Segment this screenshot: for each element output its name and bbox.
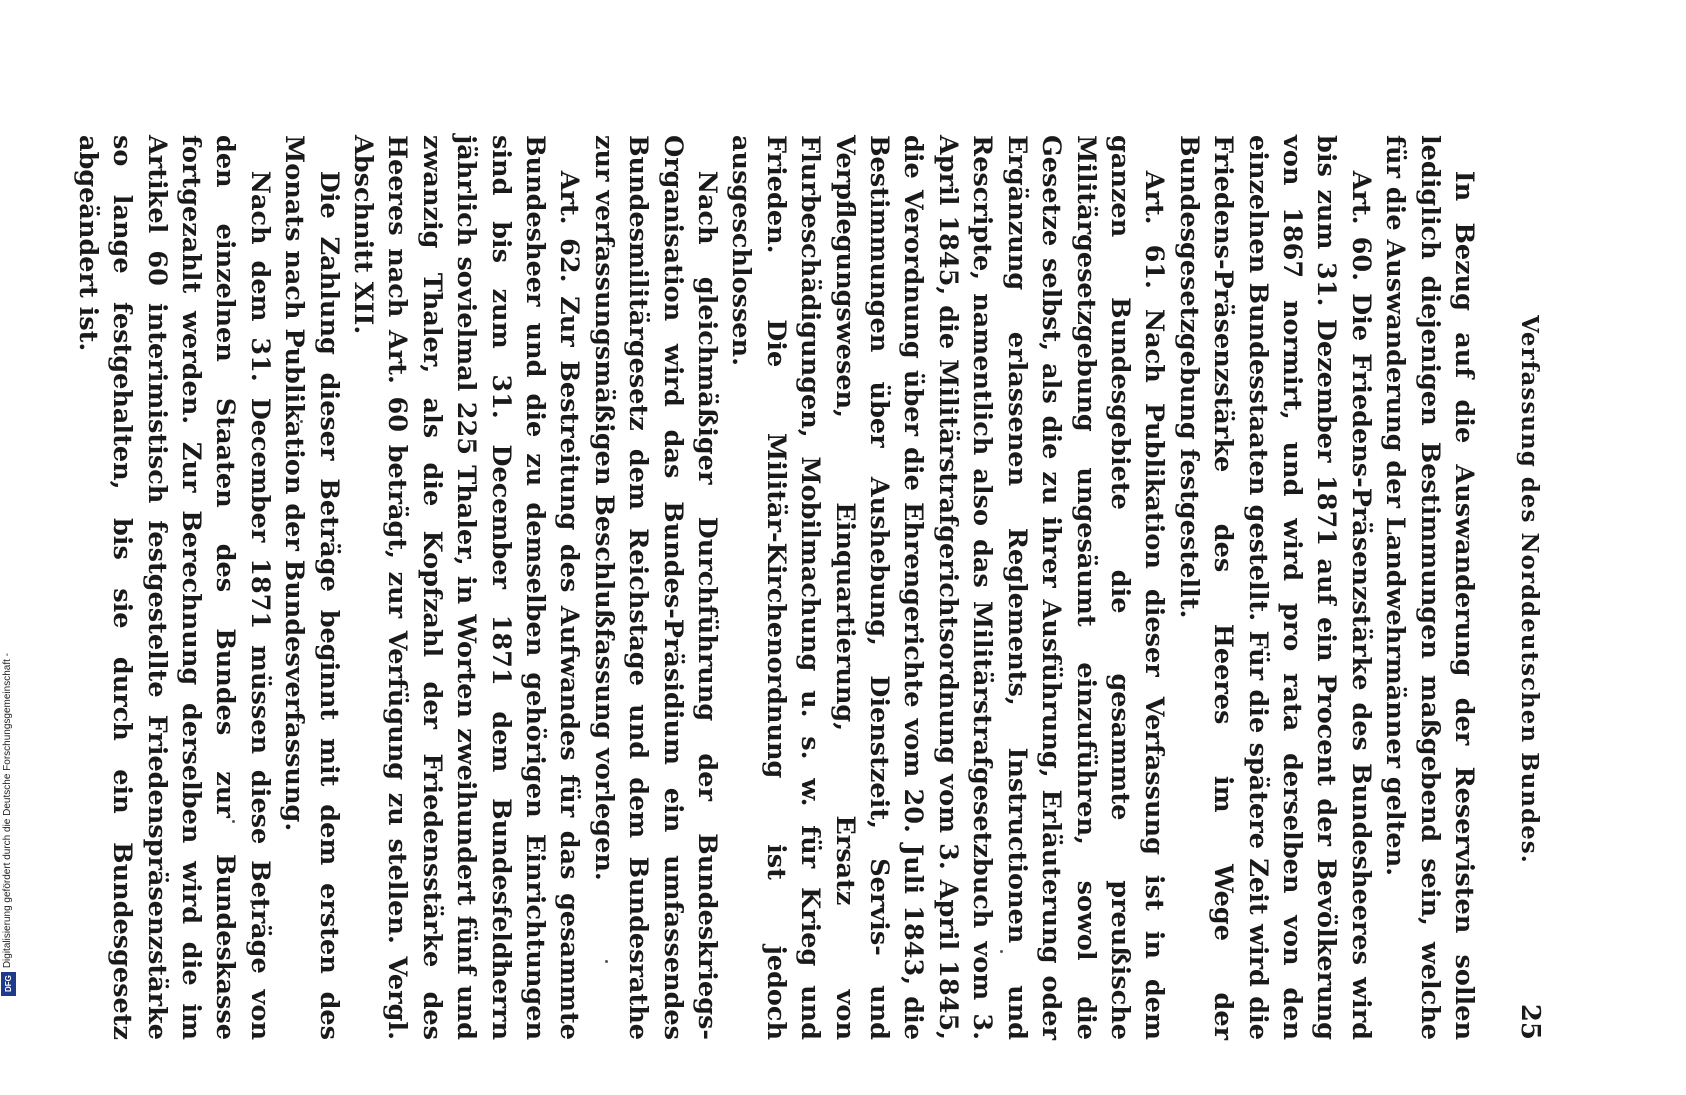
page-body — [70, 135, 1481, 1040]
dfg-logo-icon: DFG — [1, 972, 16, 996]
running-head: Verfassung des Norddeutschen Bundes. — [1516, 315, 1543, 864]
paragraph-reservisten: In Bezug auf die Auswanderung der Reservisten sollen lediglich diejenigen Bestimmungen maßgebend sein, welche für die Auswanderung der Landwehrmänner gelten. — [1380, 135, 1479, 1040]
paragraph-art-62: Art. 62. Zur Bestreitung des Aufwandes für das gesammte Bundesheer und die zu demselben gehörigen Einrichtungen sind bis zum 31. December 1871 dem Bundesfeldherrn jährlich sovielmal 225 Thaler, in Worten zweihundert fünf und zwanzig Thaler, als die Kopfzahl der Friedensstärke des Heeres nach Art. 60 beträgt, zur Verfügung zu stellen. Vergl. Abschnitt XII. — [348, 135, 585, 1040]
scanned-page — [72, 60, 1595, 1095]
page-number: 25 — [1515, 1003, 1545, 1040]
paragraph-nach-1871: Nach dem 31. December 1871 müssen diese Beträge von den einzelnen Staaten des Bundes zur Bundeskasse fortgezahlt werden. Zur Berechnung derselben wird die im Artikel 60 interimistisch festgestellte Friedenspräsenzstärke so lange festgehalten, bis sie durch ein Bundesgesetz abgeändert ist. — [72, 135, 275, 1040]
page-header — [1515, 135, 1545, 1040]
paragraph-art-60: Art. 60. Die Friedens-Präsenzstärke des Bundesheeres wird bis zum 31. Dezember 1871 auf ein Procent der Bevölkerung von 1867 normirt, und wird pro rata derselben von den einzelnen Bundesstaaten gestellt. Für die spätere Zeit wird die Friedens-Präsenzstärke des Heeres im Wege der Bundesgesetzgebung festgestellt. — [1173, 135, 1376, 1040]
funding-credit: Digitalisierung gefördert durch die Deutsche Forschungsgemeinschaft - — [2, 652, 13, 968]
paragraph-bundesmilitaergesetz: Nach gleichmäßiger Durchführung der Bundeskriegs-Organisation wird das Bundes-Präsidium ein umfassendes Bundesmilitärgesetz dem Reichstage und dem Bundesrathe zur verfassungsmäßigen Beschlußfassung vorlegen. — [588, 135, 723, 1040]
digitization-sidebar — [0, 0, 18, 1000]
paragraph-zahlung: Die Zahlung dieser Beträge beginnt mit dem ersten des Monats nach Publikation der Bundesverfassung. — [279, 135, 344, 1040]
paragraph-art-61: Art. 61. Nach Publikation dieser Verfassung ist in dem ganzen Bundesgebiete die gesammte preußische Militärgesetzgebung ungesäumt einzuführen, sowol die Gesetze selbst, als die zu ihrer Ausführung, Erläuterung oder Ergänzung erlassenen Reglements, Instructionen und Rescripte, namentlich also das Militärstrafgesetzbuch vom 3. April 1845, die Militärstrafgerichtsordnung vom 3. April 1845, die Verordnung über die Ehrengerichte vom 20. Juli 1843, die Bestimmungen über Aushebung, Dienstzeit, Servis- und Verpflegungswesen, Einquartierung, Ersatz von Flurbeschädigungen, Mobilmachung u. s. w. für Krieg und Frieden. Die Militär-Kirchenordnung ist jedoch ausgeschlossen. — [726, 135, 1170, 1040]
